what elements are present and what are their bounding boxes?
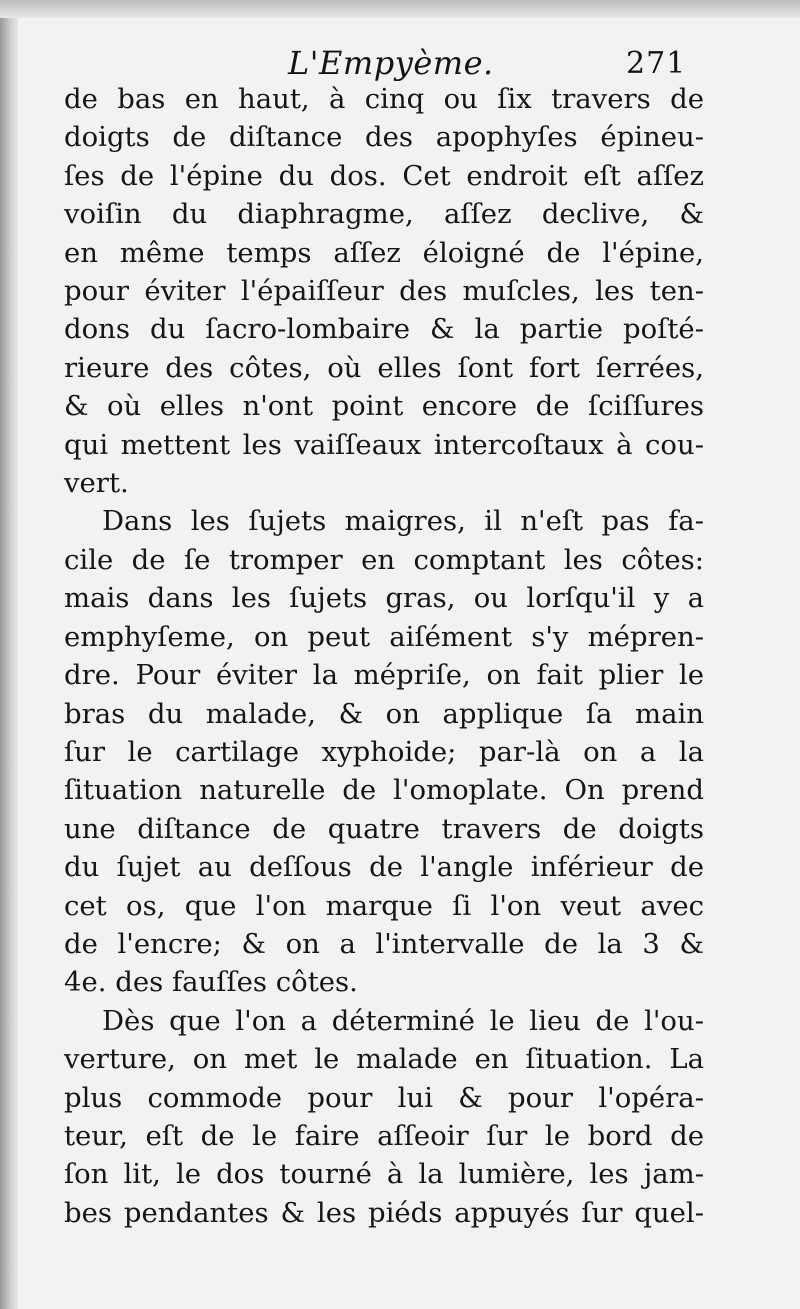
text-line: cet os, que l'on marque ſi l'on veut avec [64, 889, 704, 922]
text-line: dons du ſacro-lombaire & la partie poſté- [64, 313, 704, 346]
text-line: ſur le cartilage xyphoide; par-là on a la [64, 735, 704, 768]
text-line: dre. Pour éviter la mépriſe, on fait plier le [64, 659, 704, 692]
text-line: Dès que l'on a déterminé le lieu de l'ou- [102, 1004, 704, 1037]
text-line: bras du malade, & on applique ſa main [64, 697, 704, 730]
text-line: mais dans les ſujets gras, ou lorſqu'il y a [64, 582, 704, 615]
text-line: de bas en haut, à cinq ou ſix travers de [64, 83, 704, 115]
text-line: rieure des côtes, où elles ſont fort ſerrées, [64, 351, 704, 384]
text-line: voiſin du diaphragme, aſſez declive, & [64, 198, 704, 231]
running-title: L'Empyème. [288, 44, 494, 82]
text-line: en même temps aſſez éloigné de l'épine, [64, 236, 704, 269]
text-line: verture, on met le malade en ſituation. La [64, 1043, 704, 1076]
text-line: 4e. des fauſſes côtes. [64, 966, 358, 999]
text-line: ſes de l'épine du dos. Cet endroit eſt aſſez [64, 159, 704, 192]
text-line: ſituation naturelle de l'omoplate. On prend [64, 774, 704, 807]
paragraph-2 [64, 502, 704, 1001]
text-line: cile de ſe tromper en comptant les côtes: [64, 543, 704, 576]
binding-shadow [0, 0, 18, 1309]
text-line: Dans les ſujets maigres, il n'eſt pas fa- [102, 505, 704, 538]
text-line: doigts de diſtance des apophyſes épineu- [64, 121, 704, 154]
paragraph-1 [64, 80, 704, 502]
text-line: teur, eſt de le faire aſſeoir ſur le bord de [64, 1119, 704, 1152]
text-line: emphyſeme, on peut aiſément s'y mépren- [64, 620, 704, 653]
top-edge-shadow [0, 0, 800, 18]
text-line: qui mettent les vaiſſeaux intercoſtaux à cou- [64, 428, 704, 461]
text-line: vert. [64, 467, 129, 500]
body-text [64, 80, 704, 1232]
text-line: pour éviter l'épaiſſeur des muſcles, les ten- [64, 275, 704, 308]
text-line: bes pendantes & les piéds appuyés ſur quel- [64, 1196, 704, 1229]
text-line: une diſtance de quatre travers de doigts [64, 812, 704, 845]
text-line: du ſujet au deſſous de l'angle inférieur de [64, 851, 704, 884]
paragraph-3 [64, 1002, 704, 1232]
text-line: ſon lit, le dos tourné à la lumière, les jam- [64, 1158, 704, 1191]
text-line: & où elles n'ont point encore de ſciſſures [64, 390, 704, 423]
text-line: plus commode pour lui & pour l'opéra- [64, 1081, 704, 1114]
page-number: 271 [626, 46, 687, 81]
text-line: de l'encre; & on a l'intervalle de la 3 & [64, 927, 704, 960]
